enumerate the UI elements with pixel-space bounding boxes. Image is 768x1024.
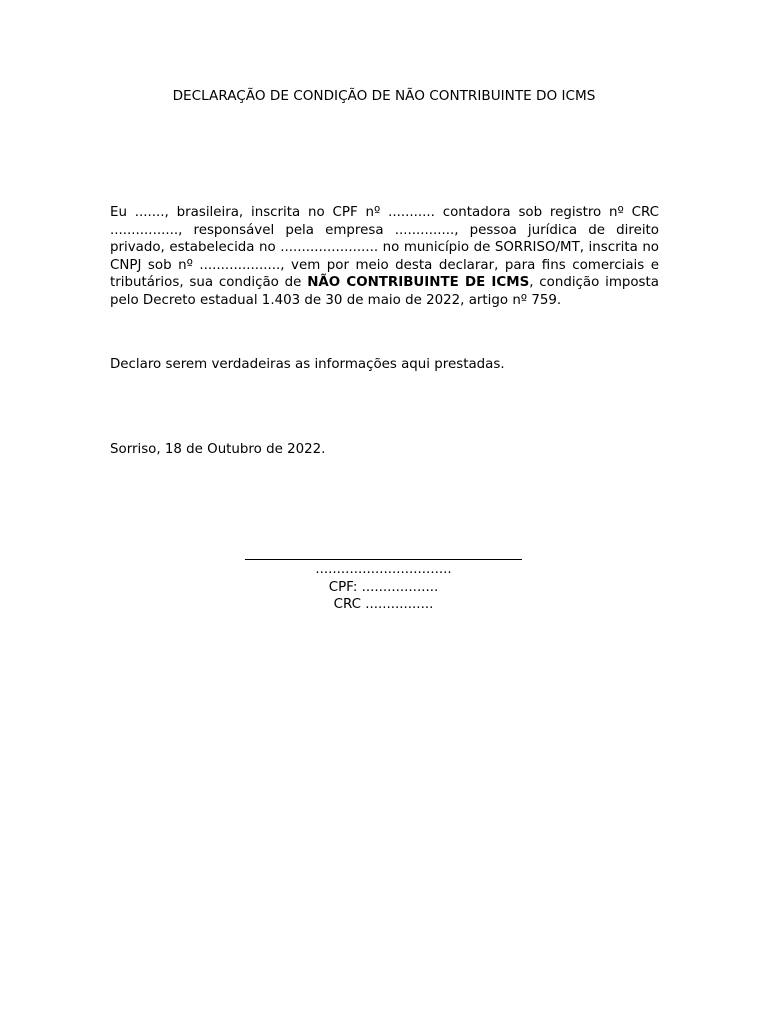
body-text-part2: , condição imposta pelo Decreto estadual 1.403 de 30 de maio de 2022, artigo nº 759.: [110, 275, 659, 308]
place-and-date: Sorriso, 18 de Outubro de 2022.: [110, 442, 326, 457]
signatory-cpf: CPF: ..................: [328, 579, 439, 595]
signature-block: [245, 543, 522, 614]
body-text-bold: NÃO CONTRIBUINTE DE ICMS: [307, 275, 530, 291]
declaration-body-paragraph: [110, 204, 659, 310]
document-title: DECLARAÇÃO DE CONDIÇÃO DE NÃO CONTRIBUINTE DO ICMS: [172, 88, 596, 104]
body-text-part1: Eu ......., brasileira, inscrita no CPF nº ........... contadora sob registro nº CRC ................, responsável pela empresa .............., pessoa jurídica de direito privado, estabelecida no ....................... no município de SORRISO/MT, inscrita no CNPJ sob nº ..................., vem por meio desta declarar, para fins comerciais e tributários, sua condição de: [110, 205, 659, 291]
signatory-crc: CRC ................: [333, 597, 434, 613]
truthfulness-statement: Declaro serem verdadeiras as informações aqui prestadas.: [110, 357, 505, 372]
signatory-name: ................................: [315, 562, 452, 577]
signature-line: [245, 543, 522, 560]
